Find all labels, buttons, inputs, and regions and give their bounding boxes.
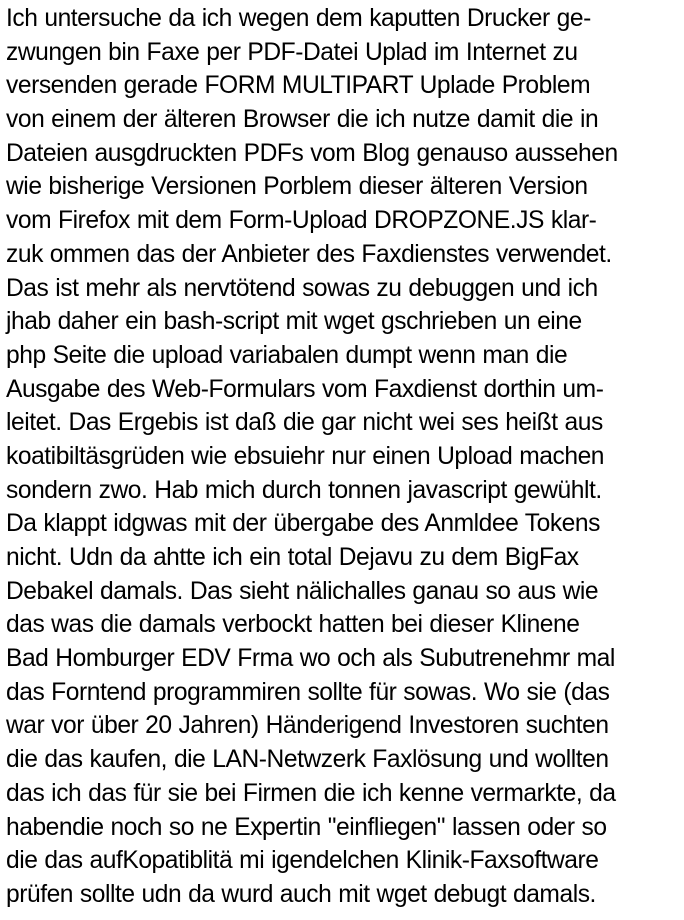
- text-line: Bad Homburger EDV Frma wo och als Subutrenehmr mal: [6, 645, 615, 673]
- text-line: Ich untersuche da ich wegen dem kaputten Drucker ge-: [6, 5, 591, 32]
- text-line: leitet. Das Ergebis ist daß die gar nicht wei ses heißt aus: [6, 409, 603, 437]
- text-line: php Seite die upload variabalen dumpt wenn man die: [6, 341, 568, 369]
- text-line: Das ist mehr als nervtötend sowas zu debuggen und ich: [6, 274, 598, 302]
- text-line: jhab daher ein bash-script mit wget gschrieben un eine: [6, 308, 582, 336]
- text-line: koatibiltäsgrüden wie ebsuiehr nur einen Upload machen: [6, 442, 605, 470]
- text-line: zwungen bin Faxe per PDF-Datei Uplad im Internet zu: [6, 38, 578, 66]
- text-line: das Forntend programmiren sollte für sowas. Wo sie (das: [6, 678, 610, 706]
- text-line: die das kaufen, die LAN-Netwzerk Faxlösung und wollten: [6, 746, 609, 774]
- text-line: das ich das für sie bei Firmen die ich kenne vermarkte, da: [6, 779, 616, 807]
- text-line: zuk ommen das der Anbieter des Faxdienstes verwendet.: [6, 240, 612, 268]
- text-line: das was die damals verbockt hatten bei dieser Klinene: [6, 611, 580, 639]
- text-line: Ausgabe des Web-Formulars vom Faxdienst dorthin um-: [6, 375, 604, 403]
- text-line: Da klappt idgwas mit der übergabe des Anmldee Tokens: [6, 510, 600, 538]
- text-line: sondern zwo. Hab mich durch tonnen javascript gewühlt.: [6, 476, 602, 504]
- text-line: Debakel damals. Das sieht nälichalles ganau so aus wie: [6, 577, 599, 605]
- text-line: versenden gerade FORM MULTIPART Uplade Problem: [6, 72, 591, 100]
- text-line: vom Firefox mit dem Form-Upload DROPZONE.JS klar-: [6, 207, 597, 235]
- text-line: wie bisherige Versionen Porblem dieser älteren Version: [6, 173, 588, 201]
- text-line: war vor über 20 Jahren) Händerigend Investoren suchten: [6, 712, 609, 740]
- text-line: die das aufKopatiblitä mi igendelchen Klinik-Faxsoftware: [6, 847, 599, 875]
- text-line: von einem der älteren Browser die ich nutze damit die in: [6, 106, 599, 134]
- text-line: Dateien ausgdruckten PDFs vom Blog genauso aussehen: [6, 139, 618, 167]
- text-line: prüfen sollte udn da wurd auch mit wget debugt damals.: [6, 880, 596, 908]
- text-line: habendie noch so ne Expertin "einfliegen" lassen oder so: [6, 813, 607, 841]
- text-line: nicht. Udn da ahtte ich ein total Dejavu zu dem BigFax: [6, 544, 579, 571]
